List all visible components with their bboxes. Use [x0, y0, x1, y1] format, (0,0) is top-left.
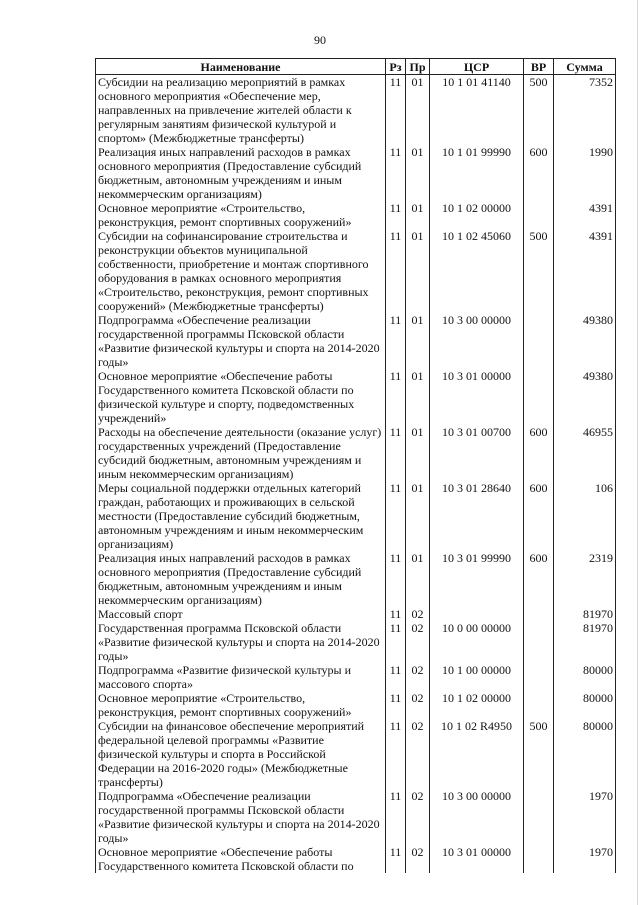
cell-vr: 500 — [524, 719, 554, 789]
cell-sum: 1990 — [554, 145, 616, 201]
cell-rz: 11 — [386, 313, 406, 369]
table-body — [96, 75, 616, 874]
table-row — [96, 229, 616, 313]
cell-sum: 4391 — [554, 229, 616, 313]
cell-pr: 02 — [406, 691, 430, 719]
cell-pr: 01 — [406, 313, 430, 369]
cell-vr — [524, 607, 554, 621]
cell-sum: 49380 — [554, 369, 616, 425]
cell-pr: 01 — [406, 425, 430, 481]
cell-vr: 500 — [524, 229, 554, 313]
cell-csr: 10 3 00 00000 — [430, 789, 524, 845]
cell-pr: 02 — [406, 663, 430, 691]
cell-name: Подпрограмма «Обеспечение реализации государственной программы Псковской области «Развитие физической культуры и спорта на 2014-2020 годы» — [96, 789, 386, 845]
cell-csr: 10 1 01 99990 — [430, 145, 524, 201]
table-row — [96, 691, 616, 719]
cell-name: Основное мероприятие «Строительство, реконструкция, ремонт спортивных сооружений» — [96, 691, 386, 719]
cell-csr — [430, 607, 524, 621]
cell-vr: 600 — [524, 425, 554, 481]
cell-rz: 11 — [386, 145, 406, 201]
cell-csr: 10 3 00 00000 — [430, 313, 524, 369]
cell-pr: 02 — [406, 845, 430, 873]
cell-vr — [524, 621, 554, 663]
cell-pr: 01 — [406, 145, 430, 201]
cell-sum: 106 — [554, 481, 616, 551]
table-row — [96, 145, 616, 201]
cell-sum: 46955 — [554, 425, 616, 481]
cell-name: Субсидии на реализацию мероприятий в рамках основного мероприятия «Обеспечение мер, направленных на привлечение жителей области к регулярным занятиям физической культурой и спортом» (Межбюджетные трансферты) — [96, 75, 386, 146]
table-row — [96, 369, 616, 425]
header-sum: Сумма — [554, 59, 616, 75]
header-pr: Пр — [406, 59, 430, 75]
table-row — [96, 551, 616, 607]
cell-name: Основное мероприятие «Обеспечение работы Государственного комитета Псковской области по — [96, 845, 386, 873]
cell-csr: 10 3 01 00700 — [430, 425, 524, 481]
header-name: Наименование — [96, 59, 386, 75]
table-row — [96, 313, 616, 369]
cell-rz: 11 — [386, 719, 406, 789]
cell-vr — [524, 313, 554, 369]
cell-sum: 1970 — [554, 845, 616, 873]
page-number: 90 — [314, 33, 326, 47]
cell-pr: 01 — [406, 481, 430, 551]
cell-sum: 80000 — [554, 691, 616, 719]
cell-csr: 10 1 02 00000 — [430, 691, 524, 719]
cell-sum: 1970 — [554, 789, 616, 845]
cell-name: Основное мероприятие «Обеспечение работы Государственного комитета Псковской области по физической культуре и спорту, подведомственных учреждений» — [96, 369, 386, 425]
cell-name: Субсидии на финансовое обеспечение мероприятий федеральной целевой программы «Развитие физической культуры и спорта в Российской Федерации на 2016-2020 годы» (Межбюджетные трансферты) — [96, 719, 386, 789]
table-row — [96, 789, 616, 845]
cell-vr: 600 — [524, 145, 554, 201]
cell-vr: 500 — [524, 75, 554, 146]
cell-rz: 11 — [386, 789, 406, 845]
cell-vr — [524, 201, 554, 229]
table-row — [96, 607, 616, 621]
cell-name: Субсидии на софинансирование строительства и реконструкции объектов муниципальной собственности, приобретение и монтаж спортивного оборудования в рамках основного мероприятия «Строительство, реконструкция, ремонт спортивных сооружений» (Межбюджетные трансферты) — [96, 229, 386, 313]
cell-csr: 10 1 01 41140 — [430, 75, 524, 146]
cell-vr: 600 — [524, 481, 554, 551]
cell-rz: 11 — [386, 551, 406, 607]
cell-rz: 11 — [386, 481, 406, 551]
cell-csr: 10 3 01 00000 — [430, 369, 524, 425]
cell-name: Расходы на обеспечение деятельности (оказание услуг) государственных учреждений (Предоставление субсидий бюджетным, автономным учреждениям и иным некоммерческим организациям) — [96, 425, 386, 481]
header-rz: Рз — [386, 59, 406, 75]
header-row — [96, 59, 616, 75]
cell-sum: 4391 — [554, 201, 616, 229]
cell-pr: 02 — [406, 719, 430, 789]
cell-csr: 10 1 02 R4950 — [430, 719, 524, 789]
table-header — [96, 59, 616, 75]
cell-rz: 11 — [386, 75, 406, 146]
cell-rz: 11 — [386, 425, 406, 481]
cell-csr: 10 3 01 00000 — [430, 845, 524, 873]
cell-rz: 11 — [386, 663, 406, 691]
cell-rz: 11 — [386, 201, 406, 229]
cell-sum: 2319 — [554, 551, 616, 607]
table-row — [96, 425, 616, 481]
cell-pr: 02 — [406, 621, 430, 663]
cell-name: Реализация иных направлений расходов в рамках основного мероприятия (Предоставление субсидий бюджетным, автономным учреждениям и иным некоммерческим организациям) — [96, 145, 386, 201]
cell-vr: 600 — [524, 551, 554, 607]
table-row — [96, 201, 616, 229]
cell-sum: 81970 — [554, 621, 616, 663]
cell-pr: 01 — [406, 551, 430, 607]
cell-pr: 02 — [406, 789, 430, 845]
cell-name: Реализация иных направлений расходов в рамках основного мероприятия (Предоставление субсидий бюджетным, автономным учреждениям и иным некоммерческим организациям) — [96, 551, 386, 607]
cell-sum: 81970 — [554, 607, 616, 621]
budget-table — [95, 58, 616, 873]
table-row — [96, 845, 616, 873]
cell-pr: 02 — [406, 607, 430, 621]
table-row — [96, 663, 616, 691]
cell-vr — [524, 845, 554, 873]
cell-vr — [524, 691, 554, 719]
cell-csr: 10 3 01 99990 — [430, 551, 524, 607]
cell-csr: 10 1 02 45060 — [430, 229, 524, 313]
cell-vr — [524, 663, 554, 691]
cell-sum: 49380 — [554, 313, 616, 369]
cell-rz: 11 — [386, 369, 406, 425]
cell-name: Подпрограмма «Развитие физической культуры и массового спорта» — [96, 663, 386, 691]
cell-vr — [524, 369, 554, 425]
cell-sum: 80000 — [554, 719, 616, 789]
cell-csr: 10 3 01 28640 — [430, 481, 524, 551]
cell-pr: 01 — [406, 369, 430, 425]
cell-rz: 11 — [386, 607, 406, 621]
cell-name: Государственная программа Псковской области «Развитие физической культуры и спорта на 2014-2020 годы» — [96, 621, 386, 663]
cell-rz: 11 — [386, 845, 406, 873]
cell-name: Массовый спорт — [96, 607, 386, 621]
header-csr: ЦСР — [430, 59, 524, 75]
cell-pr: 01 — [406, 75, 430, 146]
table-row — [96, 75, 616, 146]
cell-csr: 10 1 02 00000 — [430, 201, 524, 229]
cell-pr: 01 — [406, 229, 430, 313]
cell-rz: 11 — [386, 229, 406, 313]
table-row — [96, 621, 616, 663]
cell-rz: 11 — [386, 621, 406, 663]
cell-name: Подпрограмма «Обеспечение реализации государственной программы Псковской области «Развитие физической культуры и спорта на 2014-2020 годы» — [96, 313, 386, 369]
cell-sum: 7352 — [554, 75, 616, 146]
cell-pr: 01 — [406, 201, 430, 229]
cell-rz: 11 — [386, 691, 406, 719]
table-row — [96, 719, 616, 789]
cell-csr: 10 1 00 00000 — [430, 663, 524, 691]
table-row — [96, 481, 616, 551]
cell-sum: 80000 — [554, 663, 616, 691]
cell-name: Основное мероприятие «Строительство, реконструкция, ремонт спортивных сооружений» — [96, 201, 386, 229]
scan-edge-line — [637, 0, 638, 905]
cell-name: Меры социальной поддержки отдельных категорий граждан, работающих и проживающих в сельской местности (Предоставление субсидий бюджетным, автономным учреждениям и иным некоммерческим организациям) — [96, 481, 386, 551]
cell-vr — [524, 789, 554, 845]
header-vr: ВР — [524, 59, 554, 75]
cell-csr: 10 0 00 00000 — [430, 621, 524, 663]
